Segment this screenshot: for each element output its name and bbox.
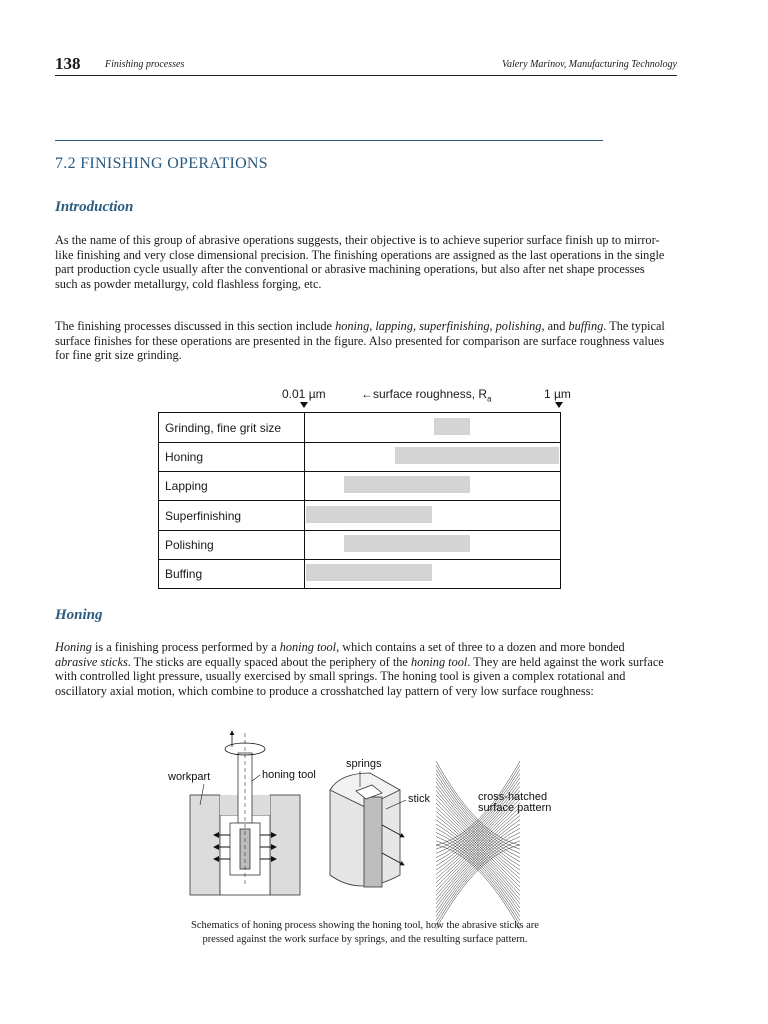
pattern-label-1: cross-hatched bbox=[478, 791, 548, 803]
axis-tick-min bbox=[300, 402, 308, 408]
workpart-label: workpart bbox=[168, 771, 211, 783]
crosshatch-pattern bbox=[436, 761, 520, 929]
tool-cutaway bbox=[330, 773, 404, 887]
honing-heading: Honing bbox=[55, 607, 103, 623]
page-number: 138 bbox=[55, 54, 81, 73]
roughness-range-bar bbox=[306, 564, 432, 581]
row-label: Buffing bbox=[165, 567, 203, 581]
chart-row bbox=[159, 501, 560, 531]
roughness-range-bar bbox=[395, 447, 559, 464]
caption-line-2: pressed against the work surface by springs, and the resulting surface pattern. bbox=[202, 933, 528, 945]
roughness-range-bar bbox=[434, 418, 470, 435]
chart-row bbox=[159, 471, 560, 501]
header-rule bbox=[55, 75, 677, 76]
honing-tool-label: honing tool bbox=[262, 769, 316, 781]
row-label: Honing bbox=[165, 450, 204, 465]
roughness-chart bbox=[158, 412, 561, 589]
running-header bbox=[55, 54, 677, 76]
introduction-heading: Introduction bbox=[55, 199, 134, 215]
row-label: Polishing bbox=[165, 537, 214, 552]
chart-row bbox=[159, 413, 560, 443]
row-label: Lapping bbox=[165, 479, 208, 494]
section-title: 7.2 FINISHING OPERATIONS bbox=[55, 155, 268, 172]
axis-label-max: 1 µm bbox=[544, 387, 571, 401]
row-label: Superfinishing bbox=[165, 508, 242, 523]
chart-row bbox=[159, 530, 560, 560]
honing-schematic-figure bbox=[160, 725, 552, 910]
header-section-title: Finishing processes bbox=[105, 59, 185, 70]
honing-schematic bbox=[160, 725, 552, 910]
caption-line-1: Schematics of honing process showing the honing tool, how the abrasive sticks are bbox=[191, 920, 539, 931]
roughness-range-bar bbox=[306, 506, 432, 523]
introduction-paragraph-1: As the name of this group of abrasive operations suggests, their objective is to achieve superior surface finish up to mirror-like finishing and very close dimensional precision. The finishing operations are assigned as the last operations in the single part production cycle usually after the conventional or abrasive machining operations, but also after net shape processes such as powder metallurgy, cold flashless forging, etc. bbox=[55, 233, 665, 291]
section-rule bbox=[55, 140, 603, 141]
row-label: Grinding, fine grit size bbox=[165, 421, 282, 435]
chart-row bbox=[159, 559, 560, 588]
axis-label-title: ←surface roughness, $R_a$ bbox=[361, 387, 492, 404]
honing-paragraph: Honing is a finishing process performed by a honing tool, which contains a set of three to a dozen and more bonded abrasive sticks. The sticks are equally spaced about the periphery of the honing tool. They are held against the work surface with controlled light pressure, usually exercised by small springs. The honing tool is given a complex rotational and oscillatory axial motion, which combine to produce a crosshatched lay pattern of very low surface roughness: bbox=[55, 640, 664, 698]
figure-caption bbox=[110, 919, 620, 946]
header-book-title: Valery Marinov, Manufacturing Technology bbox=[502, 59, 677, 70]
axis-tick-max bbox=[555, 402, 563, 408]
introduction-paragraph-2: The finishing processes discussed in this section include honing, lapping, superfinishing, polishing, and buffing. The typical surface finishes for these operations are presented in the figure. Also presented for comparison are surface roughness values for fine grit size grinding. bbox=[55, 319, 665, 362]
roughness-range-bar bbox=[344, 535, 470, 552]
axis-label-min: 0.01 µm bbox=[282, 387, 326, 401]
chart-row bbox=[159, 442, 560, 472]
roughness-range-bar bbox=[344, 476, 470, 493]
springs-label: springs bbox=[346, 758, 382, 770]
stick-label: stick bbox=[408, 793, 430, 805]
pattern-label-2: surface pattern bbox=[478, 802, 552, 814]
